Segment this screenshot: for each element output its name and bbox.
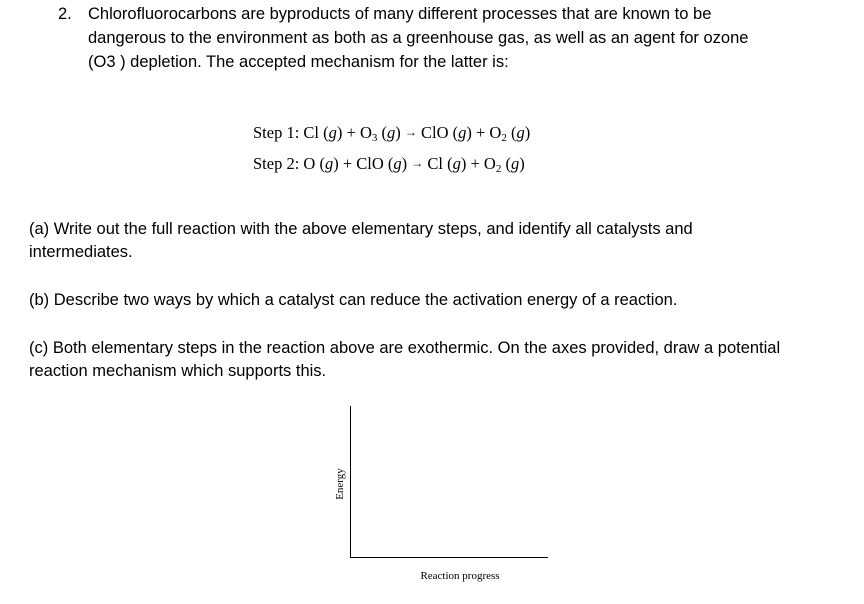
subscript: 3 xyxy=(371,132,378,144)
paren: ( xyxy=(501,154,511,173)
mechanism-step-2 xyxy=(253,151,530,182)
state-symbol: g xyxy=(452,154,461,173)
subscript: 2 xyxy=(501,132,507,144)
state-symbol: g xyxy=(324,154,334,173)
state-symbol: g xyxy=(516,123,525,142)
step-2-label: Step 2: xyxy=(253,154,304,173)
y-axis-label: Energy xyxy=(334,468,346,500)
x-axis xyxy=(350,557,548,558)
mechanism-step-1 xyxy=(253,120,530,151)
paren: ( xyxy=(377,123,387,142)
question-intro: Chlorofluorocarbons are byproducts of many different processes that are known to be dangerous to the environment as both as a greenhouse gas, as well as an agent for ozone (O3 ) depletion. The accepted mechanism for the latter is: xyxy=(88,5,749,71)
part-c-text: (c) Both elementary steps in the reaction above are exothermic. On the axes provided, draw a potential reaction mechanism which supports this. xyxy=(29,339,781,380)
reaction-arrow-icon: → xyxy=(404,125,417,139)
y-axis xyxy=(350,406,351,558)
paren: ) xyxy=(395,123,405,142)
state-symbol: g xyxy=(386,123,396,142)
paren: ) xyxy=(519,154,525,173)
step-1-reactant-cl: Cl ( xyxy=(303,123,329,142)
subscript: 2 xyxy=(495,163,502,175)
state-symbol: g xyxy=(510,154,520,173)
step-1-product-clo: ClO ( xyxy=(416,123,459,142)
reaction-mechanism xyxy=(253,120,530,182)
step-1-plus-o: ) + O xyxy=(466,123,502,142)
part-b-text: (b) Describe two ways by which a catalyst can reduce the activation energy of a reaction. xyxy=(29,291,678,309)
paren: ) xyxy=(401,154,412,173)
step-2-product-cl: Cl ( xyxy=(423,154,453,173)
step-2-plus-o: ) + O xyxy=(460,154,496,173)
step-2-plus-clo: ) + ClO ( xyxy=(333,154,394,173)
part-a-text: (a) Write out the full reaction with the above elementary steps, and identify all catalysts and intermediates. xyxy=(29,220,693,261)
paren: ) xyxy=(524,123,531,142)
step-2-reactant-o: O ( xyxy=(303,154,325,173)
reaction-arrow-icon: → xyxy=(411,156,424,170)
state-symbol: g xyxy=(328,123,337,142)
step-1-label: Step 1: xyxy=(253,123,304,142)
state-symbol: g xyxy=(393,154,402,173)
x-axis-label: Reaction progress xyxy=(420,570,500,582)
step-1-plus-o: ) + O xyxy=(336,123,372,142)
question-number: 2. xyxy=(58,5,72,23)
question-header xyxy=(58,2,758,74)
state-symbol: g xyxy=(458,123,467,142)
paren: ( xyxy=(506,123,517,142)
energy-diagram-axes[interactable] xyxy=(330,400,560,595)
